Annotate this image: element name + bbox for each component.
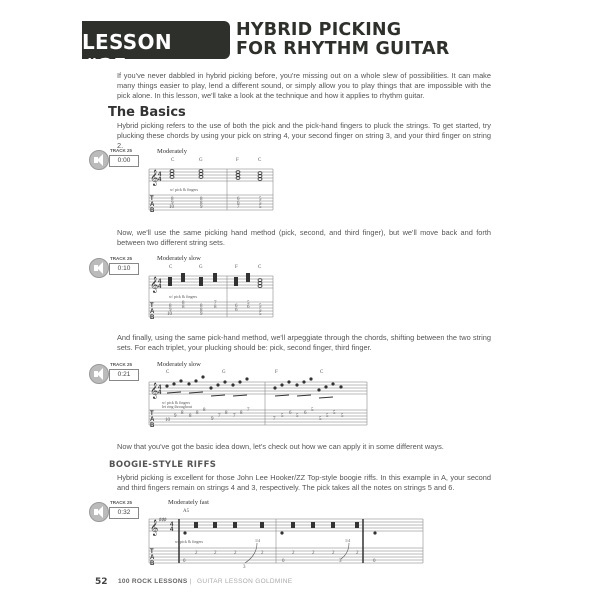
- audio-track-button-1[interactable]: [89, 150, 141, 170]
- svg-text:A: A: [150, 309, 155, 315]
- svg-text:T: T: [150, 549, 154, 555]
- lesson-label-box: [82, 21, 230, 78]
- basics-paragraph-3: And finally, using the same pick-hand method, we'll arpeggiate through the chords, shifting between the two string sets. For each triplet, your plucking should be: pick, second finger, third finger.: [117, 333, 491, 352]
- svg-text:5: 5: [333, 411, 336, 416]
- svg-text:2: 2: [195, 551, 198, 556]
- svg-text:4: 4: [158, 284, 162, 290]
- svg-text:9: 9: [200, 312, 203, 317]
- svg-text:C: C: [258, 158, 262, 163]
- svg-text:10: 10: [165, 418, 170, 423]
- svg-text:8: 8: [200, 304, 203, 309]
- notation-example-3: [145, 368, 370, 433]
- svg-text:10: 10: [167, 312, 172, 317]
- speaker-icon: [89, 150, 109, 170]
- section-heading-boogie: BOOGIE-STYLE RIFFS: [109, 460, 217, 470]
- audio-track-button-3[interactable]: [89, 364, 141, 384]
- svg-text:9: 9: [200, 205, 203, 210]
- svg-text:7: 7: [233, 414, 236, 419]
- svg-text:6: 6: [304, 411, 307, 416]
- svg-text:6: 6: [235, 304, 238, 309]
- svg-text:2: 2: [332, 551, 335, 556]
- svg-text:C: C: [166, 370, 170, 375]
- svg-text:1/4: 1/4: [255, 538, 261, 543]
- speaker-icon: [89, 502, 109, 522]
- boogie-paragraph: Hybrid picking is excellent for those John Lee Hooker/ZZ Top-style boogie riffs. In this example in A, your second and third fingers remain on strings 4 and 3, respectively. The pick takes all the notes on strings 5 and 6.: [117, 473, 491, 492]
- book-title: 100 ROCK LESSONS |: [118, 578, 192, 585]
- svg-text:2: 2: [261, 551, 264, 556]
- svg-text:6: 6: [237, 197, 240, 202]
- svg-text:2: 2: [356, 551, 359, 556]
- speaker-icon: [89, 364, 109, 384]
- svg-text:𝄞: 𝄞: [150, 383, 159, 399]
- svg-text:0: 0: [183, 559, 186, 564]
- svg-text:A5: A5: [183, 509, 190, 514]
- svg-text:G: G: [222, 370, 226, 375]
- track-label: TRACK 25: [110, 500, 133, 505]
- svg-text:6: 6: [237, 201, 240, 206]
- svg-text:0: 0: [373, 559, 376, 564]
- section-heading-basics: The Basics: [108, 105, 186, 120]
- svg-text:8: 8: [169, 304, 172, 309]
- track-time: 0:10: [109, 263, 139, 275]
- basics-paragraph-4: Now that you've got the basic idea down, let's check out how we can apply it in some different ways.: [117, 442, 444, 451]
- svg-text:8: 8: [181, 411, 184, 416]
- svg-text:0: 0: [282, 559, 285, 564]
- speaker-icon: [89, 258, 109, 278]
- svg-text:5: 5: [341, 414, 344, 419]
- basics-paragraph-1: Hybrid picking refers to the use of both the pick and the pick-hand fingers to pluck the strings. To get started, try plucking these chords by using your pick on string 4, your second finger on string 3, and your third finger on string 2.: [117, 121, 491, 150]
- svg-text:G: G: [199, 265, 203, 270]
- svg-text:2: 2: [292, 551, 295, 556]
- svg-text:w/ pick & fingers: w/ pick & fingers: [169, 294, 198, 299]
- svg-text:4: 4: [158, 279, 162, 285]
- svg-text:4: 4: [158, 172, 162, 178]
- lesson-title: [236, 21, 449, 59]
- svg-text:A: A: [150, 555, 155, 561]
- svg-text:7: 7: [273, 417, 276, 422]
- tempo-marking: Moderately: [157, 148, 187, 155]
- svg-text:8: 8: [214, 305, 217, 310]
- svg-text:4: 4: [158, 390, 162, 396]
- svg-text:9: 9: [211, 417, 214, 422]
- svg-text:9: 9: [171, 201, 174, 206]
- svg-text:8: 8: [225, 411, 228, 416]
- svg-text:10: 10: [169, 205, 174, 210]
- audio-track-button-4[interactable]: [89, 502, 141, 522]
- svg-text:B: B: [150, 208, 155, 214]
- svg-text:8: 8: [189, 414, 192, 419]
- svg-text:w/ pick & fingers: w/ pick & fingers: [170, 187, 199, 192]
- title-line-1: HYBRID PICKING: [236, 20, 402, 40]
- svg-text:6: 6: [289, 411, 292, 416]
- svg-text:8: 8: [203, 408, 206, 413]
- svg-text:8: 8: [240, 411, 243, 416]
- svg-text:let ring throughout: let ring throughout: [162, 404, 192, 409]
- svg-text:7: 7: [214, 301, 217, 306]
- svg-text:5: 5: [259, 312, 262, 317]
- svg-text:5: 5: [319, 417, 322, 422]
- svg-text:8: 8: [200, 308, 203, 313]
- svg-text:2: 2: [234, 551, 237, 556]
- svg-text:C: C: [171, 158, 175, 163]
- svg-text:𝄞: 𝄞: [150, 277, 159, 293]
- svg-text:6: 6: [247, 305, 250, 310]
- svg-text:5: 5: [281, 414, 284, 419]
- svg-text:T: T: [150, 196, 154, 202]
- svg-text:7: 7: [247, 408, 250, 413]
- svg-text:T: T: [150, 411, 154, 417]
- svg-text:B: B: [150, 423, 155, 429]
- svg-text:5: 5: [247, 301, 250, 306]
- tempo-marking: Moderately slow: [157, 361, 201, 368]
- tempo-marking: Moderately fast: [168, 499, 209, 506]
- svg-text:5: 5: [259, 308, 262, 313]
- lesson-label: LESSON #25:: [82, 30, 172, 78]
- svg-text:5: 5: [259, 201, 262, 206]
- svg-text:B: B: [150, 561, 155, 567]
- svg-text:4: 4: [158, 385, 162, 391]
- notation-example-2: [145, 262, 275, 324]
- svg-text:7: 7: [218, 414, 221, 419]
- track-label: TRACK 25: [110, 148, 133, 153]
- svg-text:5: 5: [259, 304, 262, 309]
- track-time: 0:21: [109, 369, 139, 381]
- svg-text:C: C: [169, 265, 173, 270]
- svg-text:8: 8: [182, 301, 185, 306]
- svg-text:4: 4: [170, 522, 174, 528]
- svg-text:6: 6: [235, 308, 238, 313]
- svg-text:A: A: [150, 417, 155, 423]
- svg-text:w/ pick & fingers: w/ pick & fingers: [175, 539, 204, 544]
- track-time: 0:32: [109, 507, 139, 519]
- svg-text:C: C: [258, 265, 262, 270]
- track-time: 0:00: [109, 155, 139, 167]
- svg-text:𝄞: 𝄞: [150, 520, 159, 536]
- svg-text:3: 3: [243, 565, 246, 570]
- svg-text:2: 2: [312, 551, 315, 556]
- notation-example-4: [145, 505, 425, 570]
- svg-text:F: F: [236, 158, 239, 163]
- svg-text:♯♯♯: ♯♯♯: [159, 517, 167, 523]
- svg-text:5: 5: [326, 414, 329, 419]
- page-number: 52: [95, 577, 108, 587]
- svg-text:G: G: [199, 158, 203, 163]
- svg-text:F: F: [235, 265, 238, 270]
- svg-text:4: 4: [158, 177, 162, 183]
- svg-text:F: F: [275, 370, 278, 375]
- svg-text:8: 8: [182, 305, 185, 310]
- svg-text:A: A: [150, 202, 155, 208]
- series-title: GUITAR LESSON GOLDMINE: [197, 578, 293, 585]
- svg-text:9: 9: [174, 414, 177, 419]
- svg-text:T: T: [150, 303, 154, 309]
- intro-paragraph: If you've never dabbled in hybrid picking before, you're missing out on a whole slew of possibilities. It can make many things easier to play, lend a different sound, or simply allow you to play things that are impossible with the pick alone. In this lesson, we'll take a look at the technique and how it applies to rhythm guitar.: [117, 71, 491, 100]
- svg-text:𝄞: 𝄞: [150, 170, 159, 186]
- svg-text:7: 7: [237, 205, 240, 210]
- svg-text:2: 2: [214, 551, 217, 556]
- svg-text:w/ pick & fingers: w/ pick & fingers: [162, 400, 191, 405]
- svg-text:8: 8: [200, 197, 203, 202]
- svg-text:5: 5: [296, 414, 299, 419]
- svg-text:5: 5: [311, 408, 314, 413]
- title-line-2: FOR RHYTHM GUITAR: [236, 39, 450, 59]
- basics-paragraph-2: Now, we'll use the same picking hand method (pick, second, and third finger), but we'll move back and forth between two different string sets.: [117, 228, 491, 247]
- svg-text:9: 9: [169, 308, 172, 313]
- notation-example-1: [145, 155, 275, 217]
- svg-text:8: 8: [200, 201, 203, 206]
- svg-text:8: 8: [171, 197, 174, 202]
- svg-text:5: 5: [259, 205, 262, 210]
- tempo-marking: Moderately slow: [157, 255, 201, 262]
- svg-text:4: 4: [170, 527, 174, 533]
- svg-text:5: 5: [259, 197, 262, 202]
- svg-text:C: C: [320, 370, 324, 375]
- track-label: TRACK 25: [110, 256, 133, 261]
- svg-text:3: 3: [339, 559, 342, 564]
- audio-track-button-2[interactable]: [89, 258, 141, 278]
- svg-text:8: 8: [196, 411, 199, 416]
- track-label: TRACK 25: [110, 362, 133, 367]
- svg-text:1/4: 1/4: [345, 538, 351, 543]
- svg-text:B: B: [150, 315, 155, 321]
